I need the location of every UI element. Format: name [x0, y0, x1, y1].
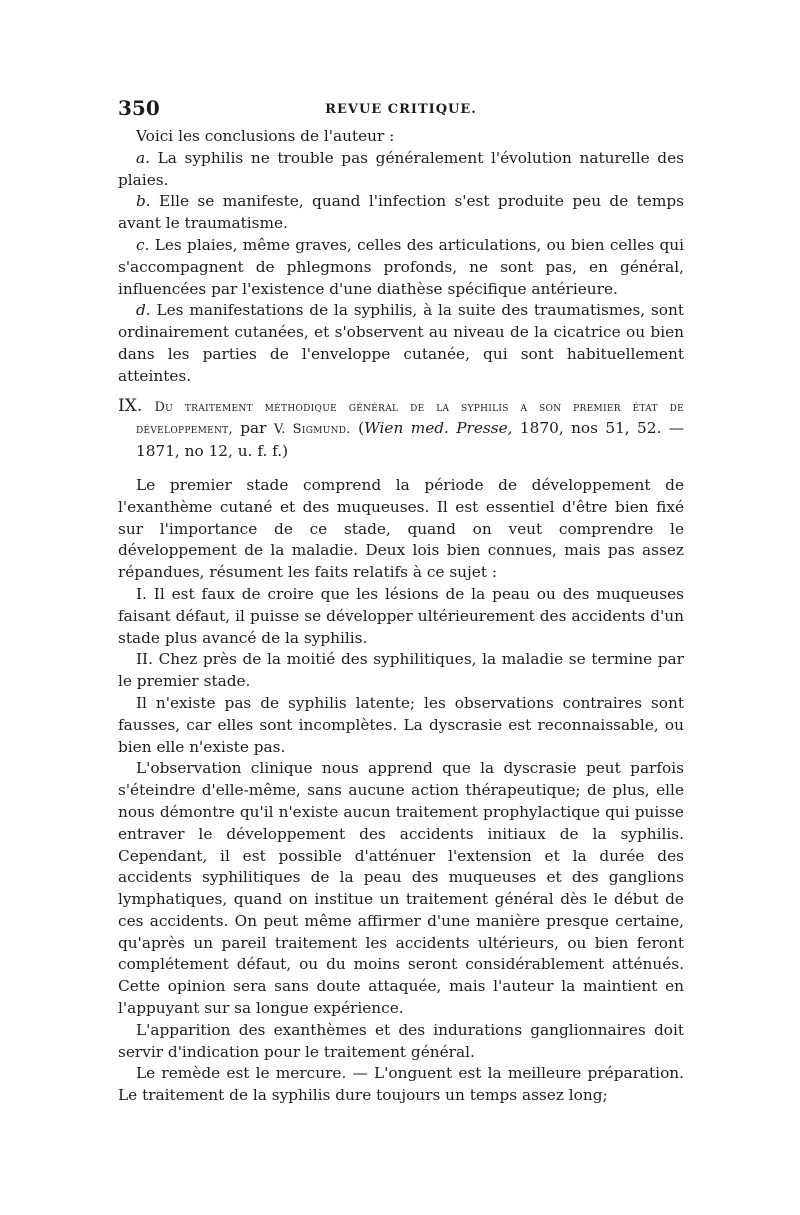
- law-text: Chez près de la moitié des syphilitiques, la maladie se termine par le premier stade.: [118, 650, 684, 691]
- conclusion-label: a.: [136, 148, 150, 167]
- conclusions-intro: Voici les conclusions de l'auteur :: [136, 127, 395, 145]
- conclusion-text: La syphilis ne trouble pas généralement l'évolution naturelle des plaies.: [118, 148, 684, 189]
- law-text: Il est faux de croire que les lésions de la peau ou des muqueuses faisant défaut, il puisse se développer ultérieurement des accidents d'un stade plus avancé de la syphilis.: [118, 584, 684, 647]
- running-head: [118, 96, 684, 122]
- body-paragraph-1: Le premier stade comprend la période de développement de l'exanthème cutané et des muqueuses. Il est essentiel d'être bien fixé sur l'importance de ce stade, quand on veut comprendre le développement de la maladie. Deux lois bien connues, mais pas assez répandues, résument les faits relatifs à ce sujet :: [118, 475, 684, 582]
- conclusion-a: [118, 148, 684, 192]
- law-label: II.: [136, 650, 153, 669]
- body-paragraph-5: Le remède est le mercure. — L'onguent est la meilleure préparation. Le traitement de la syphilis dure toujours un temps assez long;: [118, 1064, 684, 1105]
- section-title: Du traitement méthodique général de la syphilis a son premier état de développement,: [136, 399, 684, 438]
- body-paragraph-3: L'observation clinique nous apprend que la dyscrasie peut parfois s'éteindre d'elle-même, sans aucune action thérapeutique; de plus, elle nous démontre qu'il n'existe aucun traitement prophylactique qui puisse entraver le développement des accidents initiaux de la syphilis. Cependant, il est possible d'atténuer l'extension et la durée des accidents syphilitiques de la peau des muqueuses et des ganglions lymphatiques, quand on institue un traitement général dès le début de ces accidents. On peut même affirmer d'une manière presque certaine, qu'après un pareil traitement les accidents ultérieurs, ou bien feront complétement défaut, ou du moins seront considérablement atténués. Cette opinion sera sans doute attaquée, mais l'auteur la maintient en l'appuyant sur sa longue expérience.: [118, 759, 684, 1018]
- running-title: REVUE CRITIQUE.: [325, 102, 477, 117]
- conclusion-label: b.: [136, 192, 151, 211]
- section-by: par: [240, 419, 267, 438]
- page: [118, 96, 684, 1107]
- section-open-paren: (: [358, 419, 365, 438]
- section-journal: Wien med. Presse,: [364, 419, 513, 438]
- conclusion-d: [118, 300, 684, 387]
- conclusion-text: Elle se manifeste, quand l'infection s'est produite peu de temps avant le traumatisme.: [118, 192, 684, 233]
- conclusion-label: c.: [136, 235, 150, 254]
- law-2: [118, 649, 684, 693]
- conclusion-label: d.: [136, 301, 151, 320]
- law-label: I.: [136, 584, 147, 603]
- page-number: 350: [118, 96, 160, 120]
- conclusion-text: Les manifestations de la syphilis, à la suite des traumatismes, sont ordinairement cutanées, et s'observent au niveau de la cicatrice ou bien dans les parties de l'enveloppe cutanée, qui sont habituellement atteintes.: [118, 301, 684, 385]
- body-paragraph-2: Il n'existe pas de syphilis latente; les observations contraires sont fausses, car elles sont incomplètes. La dyscrasie est reconnaissable, ou bien elle n'existe pas.: [118, 693, 684, 756]
- law-1: [118, 584, 684, 649]
- conclusion-text: Les plaies, même graves, celles des articulations, ou bien celles qui s'accompagnent de phlegmons profonds, ne sont pas, en général, influencées par l'existence d'une diathèse spécifique antérieure.: [118, 235, 684, 298]
- conclusion-b: [118, 191, 684, 235]
- body-paragraph-4: L'apparition des exanthèmes et des indurations ganglionnaires doit servir d'indication pour le traitement général.: [118, 1020, 684, 1061]
- section-heading: [118, 396, 684, 463]
- section-citation: 1870, nos 51, 52. — 1871, no 12, u. f. f.): [136, 419, 685, 461]
- section-number: IX.: [118, 395, 143, 416]
- section-author: V. Sigmund.: [273, 422, 351, 438]
- conclusion-c: [118, 235, 684, 300]
